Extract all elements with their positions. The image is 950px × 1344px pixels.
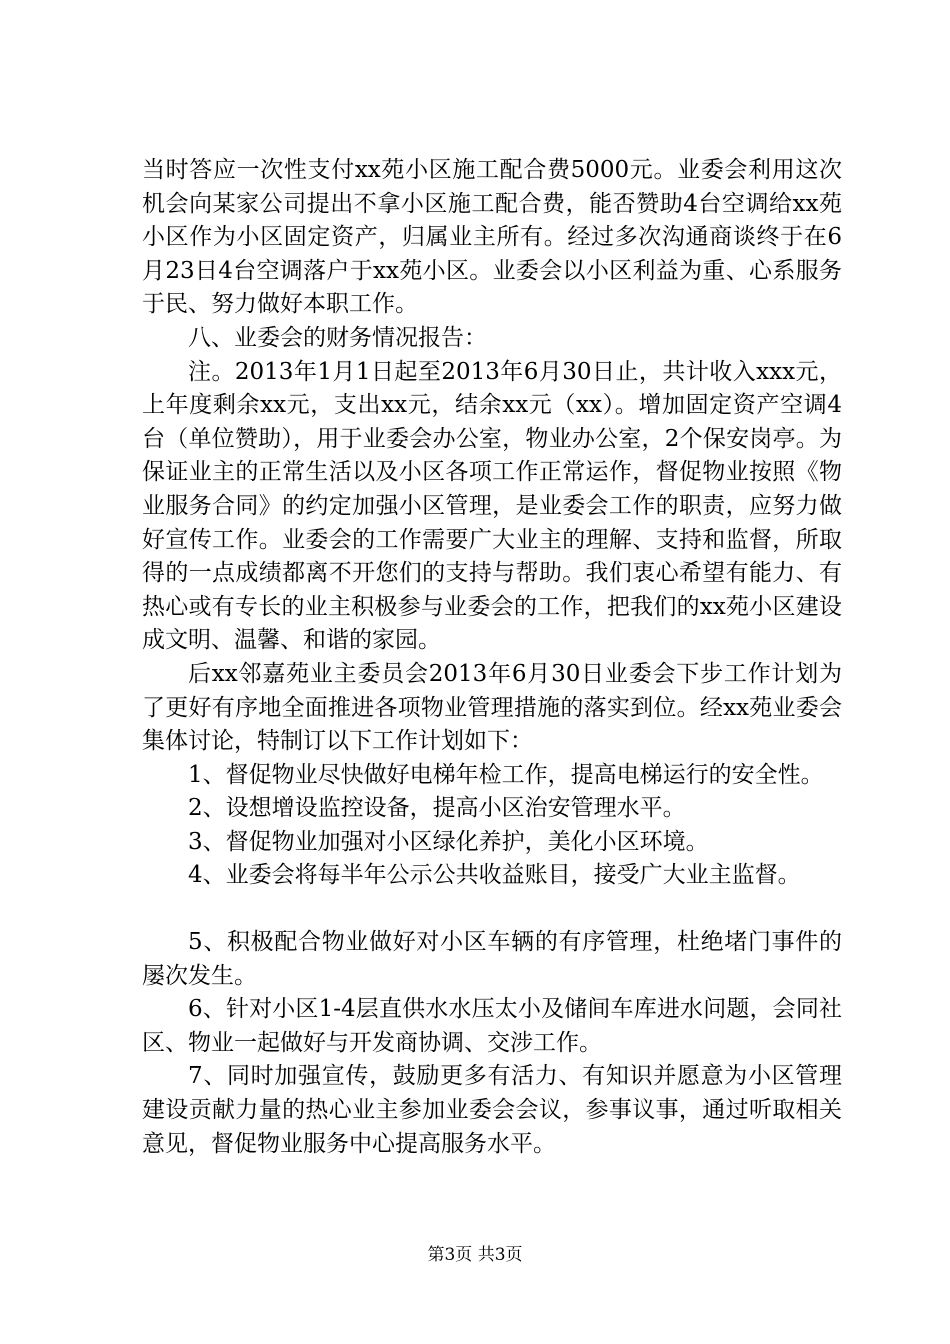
plan-item: 1、督促物业尽快做好电梯年检工作，提高电梯运行的安全性。 bbox=[188, 761, 824, 788]
plan-item: 2、设想增设监控设备，提高小区治安管理水平。 bbox=[188, 795, 686, 822]
document-body bbox=[142, 154, 842, 1161]
plan-item: 4、业委会将每半年公示公共收益账目，接受广大业主监督。 bbox=[188, 862, 801, 889]
paragraph: 后xx邻嘉苑业主委员会2013年6月30日业委会下步工作计划为了更好有序地全面推进各项物业管理措施的落实到位。经xx苑业委会集体讨论，特制订以下工作计划如下： bbox=[142, 660, 842, 755]
section-heading-finance: 八、业委会的财务情况报告： bbox=[188, 324, 487, 351]
plan-item: 5、积极配合物业做好对小区车辆的有序管理，杜绝堵门事件的屡次发生。 bbox=[142, 929, 842, 989]
plan-item: 3、督促物业加强对小区绿化养护，美化小区环境。 bbox=[188, 828, 709, 855]
paragraph: 注。2013年1月1日起至2013年6月30日止，共计收入xxx元，上年度剩余xx元，支出xx元，结余xx元（xx）。增加固定资产空调4台（单位赞助），用于业委会办公室，物业办公室，2个保安岗亭。为保证业主的正常生活以及小区各项工作正常运作，督促物业按照《物业服务合同》的约定加强小区管理，是业委会工作的职责，应努力做好宣传工作。业委会的工作需要广大业主的理解、支持和监督，所取得的一点成绩都离不开您们的支持与帮助。我们衷心希望有能力、有热心或有专长的业主积极参与业委会的工作，把我们的xx苑小区建设成文明、温馨、和谐的家园。 bbox=[142, 358, 842, 654]
plan-item: 7、同时加强宣传，鼓励更多有活力、有知识并愿意为小区管理建设贡献力量的热心业主参加业委会会议，参事议事，通过听取相关意见，督促物业服务中心提高服务水平。 bbox=[142, 1063, 842, 1157]
page-footer: 第3页 共3页 bbox=[427, 1245, 523, 1265]
plan-item: 6、针对小区1-4层直供水水压太小及储间车库进水问题，会同社区、物业一起做好与开发商协调、交涉工作。 bbox=[142, 996, 842, 1056]
paragraph: 当时答应一次性支付xx苑小区施工配合费5000元。业委会利用这次机会向某家公司提出不拿小区施工配合费，能否赞助4台空调给xx苑小区作为小区固定资产，归属业主所有。经过多次沟通商谈终于在6月23日4台空调落户于xx苑小区。业委会以小区利益为重、心系服务于民、努力做好本职工作。 bbox=[142, 157, 842, 318]
blank-line bbox=[142, 893, 842, 926]
